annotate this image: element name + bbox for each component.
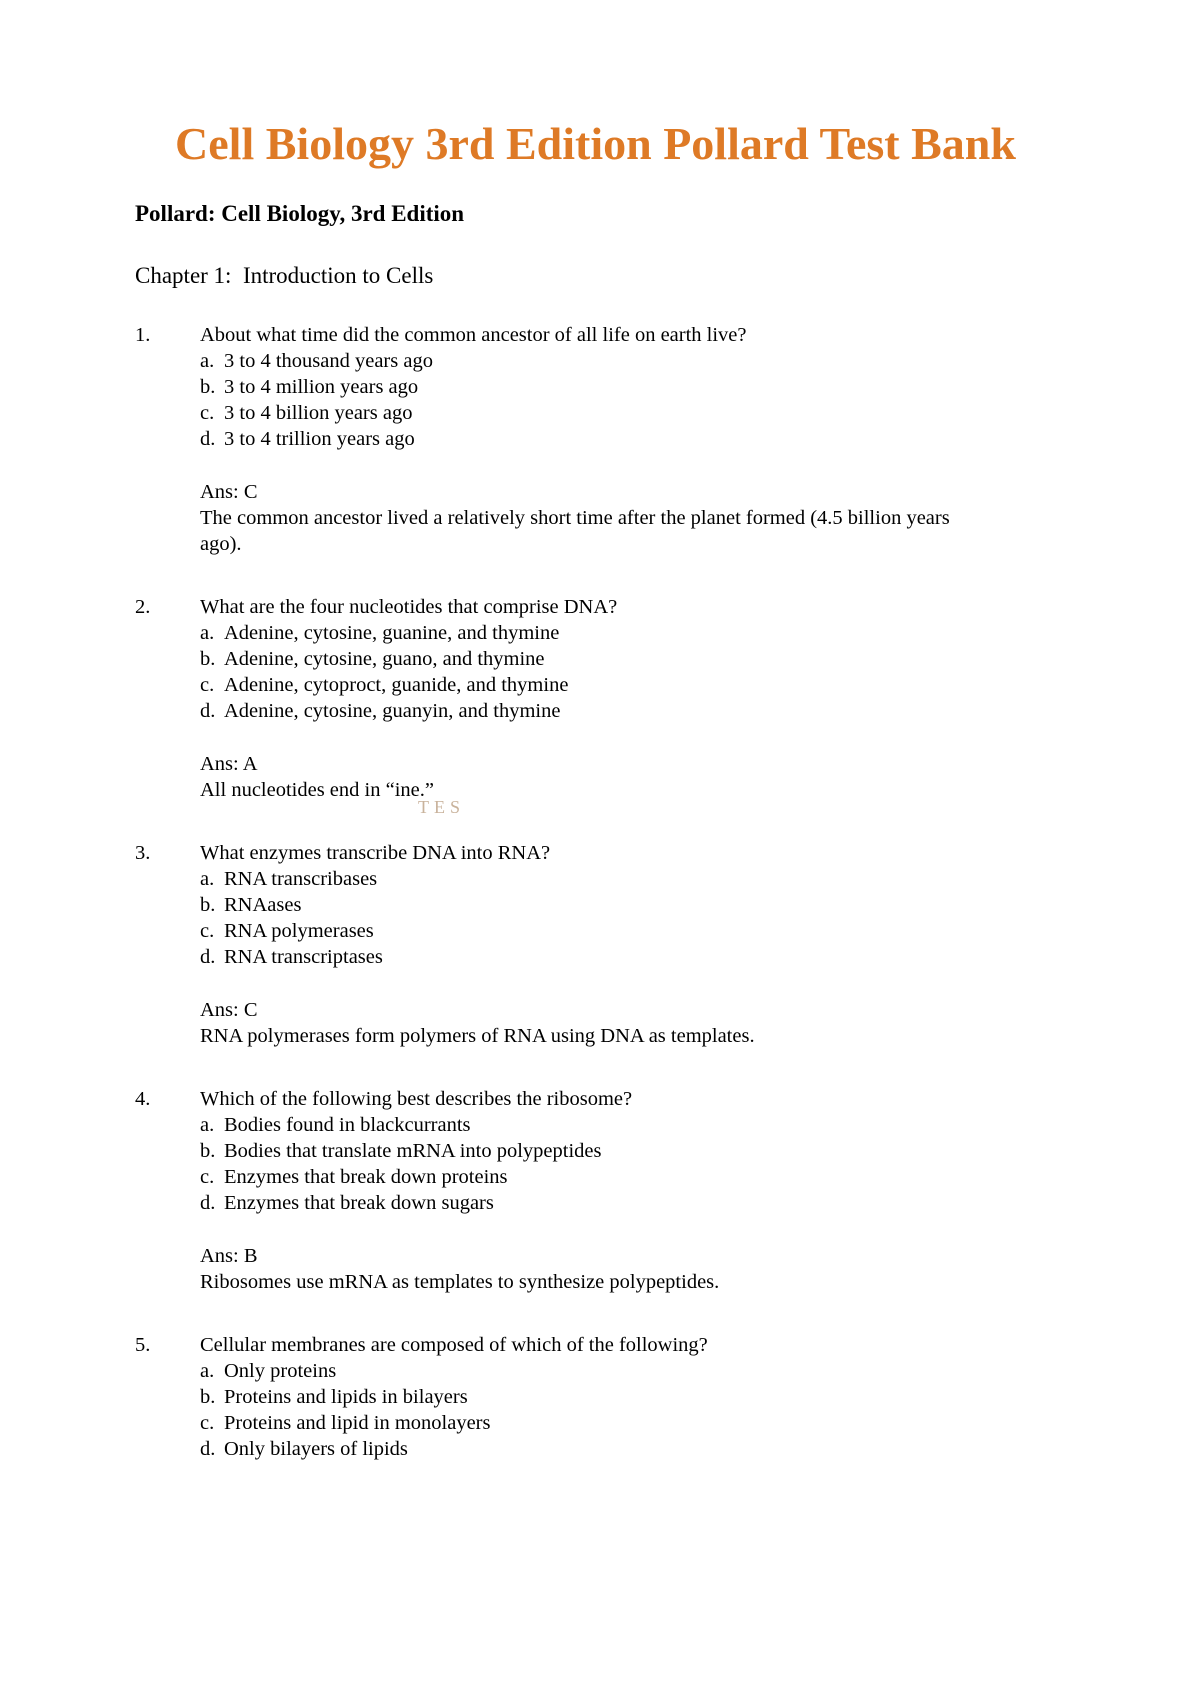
question-text: What are the four nucleotides that comprise DNA? [200, 596, 618, 619]
option-text: 3 to 4 million years ago [224, 376, 419, 399]
option-letter: d. [200, 700, 216, 723]
option-text: RNA transcribases [224, 868, 378, 891]
option-letter: b. [200, 376, 216, 399]
option-row [200, 892, 1056, 918]
option-letter: c. [200, 402, 215, 425]
answer-line: Ans: C [200, 999, 258, 1022]
question-text: About what time did the common ancestor of all life on earth live? [200, 324, 747, 347]
book-subtitle: Pollard: Cell Biology, 3rd Edition [135, 201, 465, 227]
watermark-text: TES [418, 797, 466, 817]
option-text: 3 to 4 thousand years ago [224, 350, 433, 373]
option-text: Bodies found in blackcurrants [224, 1114, 471, 1137]
option-text: 3 to 4 trillion years ago [224, 428, 415, 451]
question-text: Cellular membranes are composed of which of the following? [200, 1334, 708, 1357]
option-text: Only proteins [224, 1360, 337, 1383]
option-letter: a. [200, 1360, 215, 1383]
question-block [135, 322, 1056, 557]
option-text: RNA transcriptases [224, 946, 383, 969]
option-row [200, 426, 1056, 452]
option-letter: d. [200, 946, 216, 969]
option-row [200, 1436, 1056, 1462]
explanation-text: All nucleotides end in “ine.” [200, 779, 434, 802]
option-text: RNAases [224, 894, 302, 917]
option-row [200, 1164, 1056, 1190]
option-text: RNA polymerases [224, 920, 374, 943]
option-letter: a. [200, 1114, 215, 1137]
option-letter: d. [200, 428, 216, 451]
option-letter: b. [200, 648, 216, 671]
explanation-text: RNA polymerases form polymers of RNA using DNA as templates. [200, 1025, 755, 1048]
option-letter: d. [200, 1438, 216, 1461]
option-letter: a. [200, 350, 215, 373]
option-text: Proteins and lipid in monolayers [224, 1412, 491, 1435]
option-text: Adenine, cytosine, guanine, and thymine [224, 622, 560, 645]
option-text: Enzymes that break down proteins [224, 1166, 508, 1189]
question-number: 5. [135, 1334, 151, 1357]
explanation-text: The common ancestor lived a relatively short time after the planet formed (4.5 billion years ago). [200, 507, 950, 556]
question-block [135, 1332, 1056, 1462]
question-number: 2. [135, 596, 151, 619]
option-text: Adenine, cytoproct, guanide, and thymine [224, 674, 569, 697]
option-letter: a. [200, 868, 215, 891]
option-row [200, 1384, 1056, 1410]
option-letter: b. [200, 1386, 216, 1409]
option-row [200, 672, 1056, 698]
option-row [200, 646, 1056, 672]
option-letter: d. [200, 1192, 216, 1215]
option-row [200, 918, 1056, 944]
option-text: Adenine, cytosine, guano, and thymine [224, 648, 545, 671]
questions-list [135, 322, 1056, 1462]
question-block [135, 840, 1056, 1049]
question-block [135, 594, 1056, 803]
option-text: Bodies that translate mRNA into polypeptides [224, 1140, 602, 1163]
answer-line: Ans: A [200, 753, 258, 776]
option-row [200, 1112, 1056, 1138]
option-letter: a. [200, 622, 215, 645]
question-number: 3. [135, 842, 151, 865]
option-row [200, 1138, 1056, 1164]
option-letter: c. [200, 920, 215, 943]
question-text: Which of the following best describes the ribosome? [200, 1088, 633, 1111]
explanation-text: Ribosomes use mRNA as templates to synthesize polypeptides. [200, 1271, 720, 1294]
option-letter: b. [200, 894, 216, 917]
option-letter: c. [200, 674, 215, 697]
answer-line: Ans: B [200, 1245, 258, 1268]
option-row [200, 374, 1056, 400]
option-text: Enzymes that break down sugars [224, 1192, 494, 1215]
option-row [200, 698, 1056, 724]
question-block [135, 1086, 1056, 1295]
option-letter: c. [200, 1166, 215, 1189]
option-letter: c. [200, 1412, 215, 1435]
option-row [200, 944, 1056, 970]
option-row [200, 1410, 1056, 1436]
answer-line: Ans: C [200, 481, 258, 504]
question-number: 1. [135, 324, 151, 347]
option-text: Proteins and lipids in bilayers [224, 1386, 468, 1409]
option-row [200, 348, 1056, 374]
option-text: Only bilayers of lipids [224, 1438, 408, 1461]
question-number: 4. [135, 1088, 151, 1111]
option-row [200, 1190, 1056, 1216]
option-text: 3 to 4 billion years ago [224, 402, 413, 425]
option-letter: b. [200, 1140, 216, 1163]
option-text: Adenine, cytosine, guanyin, and thymine [224, 700, 561, 723]
question-text: What enzymes transcribe DNA into RNA? [200, 842, 551, 865]
option-row [200, 1358, 1056, 1384]
option-row [200, 866, 1056, 892]
option-row [200, 400, 1056, 426]
document-title: Cell Biology 3rd Edition Pollard Test Bank [175, 118, 1016, 169]
chapter-heading: Chapter 1: Introduction to Cells [135, 263, 434, 289]
option-row [200, 620, 1056, 646]
